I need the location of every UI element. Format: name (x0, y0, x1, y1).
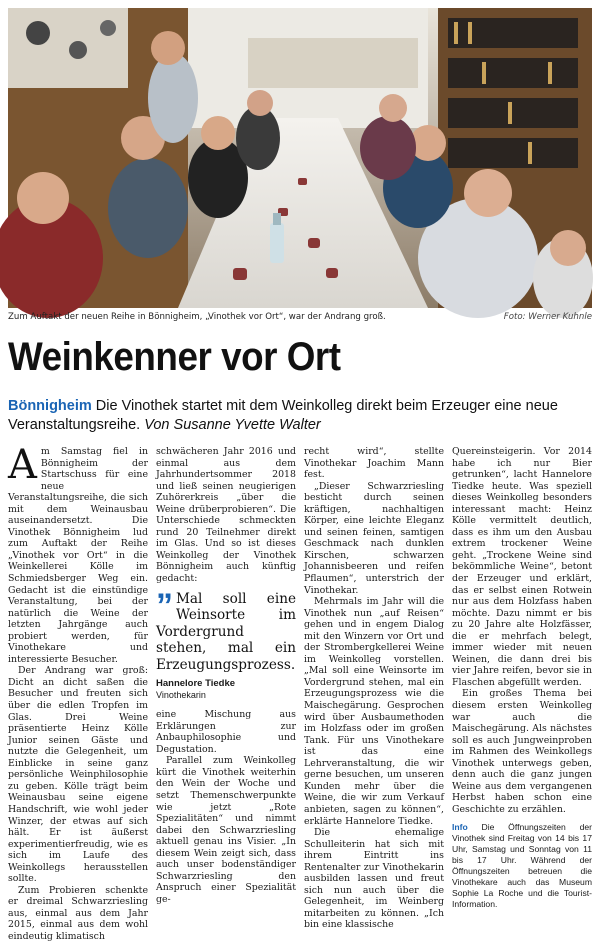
photo-credit: Foto: Werner Kuhnle (503, 312, 592, 322)
quote-mark-icon: ” (156, 586, 170, 625)
paragraph: Quereinsteigerin. Vor 2014 habe ich nur Bier getrunken“, lacht Hannelore Tiedke heute. Was speziell dieses Weinkolleg besonders interessant macht: Heinz Kölle vermittelt deutlich, dass es ihm um den Ausbau extrem trockener Weine geht. „Trockene Weine sind bekömmliche Weine“, betont der Erzeuger und erklärt, das er selbst einen Rotwein nur aus dem Holzfass haben möchte. Dazu nimmt er bis zu 20 Jahre alte Holzfässer, die er mehrfach belegt, immer wieder mit neuen Weinen, die dann drei bis vier Jahre reifen, bevor sie in Flaschen abgefüllt werden. (452, 446, 592, 688)
paragraph: m Samstag fiel in Bönnigheim der Startschuss für eine neue Veranstaltungsreihe, die sich mit dem Weinausbau auseinandersetzt. Die Vinothek Bönnigheim lud zum Auftakt der Reihe „Vinothek vor Ort“ in die Weinkellerei Kölle im Schmiedsberger Weg ein. Gedacht ist die einstündige Veranstaltung, bei der natürlich die Weine der letzten Jahrgänge auch probiert werden, für Vinothekare und interessierte Besucher. (8, 446, 148, 665)
lead-author: Von Susanne Yvette Walter (144, 417, 321, 433)
paragraph: Der Andrang war groß: Dicht an dicht saßen die Besucher und freuten sich über die edlen Tropfen im Glas. Drei Weine präsentierte Heinz Kölle Junior seinen Gäste und nutzte die Gelegenheit, um Einblicke in seine ganz persönliche Weinphilosophie zu geben. Kölle trägt beim Weinausbau seine eigene Handschrift, wie wohl jeder Winzer, der etwas auf sich hält. Er ist äußerst experimentierfreudig, wie es sich im Laufe des Weinkollegs herausstellen sollte. (8, 665, 148, 885)
paragraph: Die ehemalige Schulleiterin hat sich mit ihrem Eintritt ins Rentenalter zur Vinothekarin ausbilden lassen und freut sich nun auch über die Gelegenheit, im Weinberg mitarbeiten zu können. „Ich bin eine klassische (304, 827, 444, 931)
paragraph: „Dieser Schwarzriesling besticht durch seinen kräftigen, nachhaltigen Körper, eine leichte Eleganz und seinen feinen, samtigen Geschmack nach dunklen Kirschen, schwarzen Johannisbeeren und reifen Pflaumen“, unterstrich der Vinothekar. (304, 480, 444, 596)
article-column-4 (452, 446, 592, 909)
quote-author: Hannelore Tiedke (156, 678, 236, 690)
paragraph: eine Mischung aus Erklärungen zur Anbauphilosophie und Degustation. (156, 709, 296, 755)
wine-tasting-photo (8, 8, 592, 308)
info-box (452, 822, 592, 910)
paragraph: Parallel zum Weinkolleg kürt die Vinothek weiterhin den Wein der Woche und setzt Themenschwerpunkte wie jetzt „Rote Spezialitäten“ und nimmt dabei den Schwarzriesling aktuell genau ins Visier. „In diesem Wein zeigt sich, dass auch unser bodenständiger Schwarzriesling den Anspruch einer Spezialität ge- (156, 755, 296, 905)
photo-caption: Zum Auftakt der neuen Reihe in Bönnigheim, „Vinothek vor Ort“, war der Andrang groß. (8, 312, 386, 322)
article-body (8, 442, 592, 942)
dropcap: A (8, 442, 37, 488)
pull-quote (156, 586, 296, 702)
paragraph: Ein großes Thema bei diesem ersten Weinkolleg war auch die Maischegärung. Als nächstes soll es auch Jungweinproben im Rahmen des Weinkollegs Vinothek unterwegs geben, denn auch die ganz jungen Weine aus dem vergangenen Herbst haben schon eine Geschichte zu erzählen. (452, 688, 592, 815)
article-headline: Weinkenner vor Ort (8, 335, 341, 379)
photo-caption-row (8, 312, 592, 326)
lead-place: Bönnigheim (8, 398, 92, 414)
paragraph: schwächeren Jahr 2016 und einmal aus dem Jahrhundertsommer 2018 und ließ seinen neugierigen Zuhörerkreis „über die Weine drüberprobieren“. Die Unterschiede schmeckten rund 20 Teilnehmer direkt im Glas. Und so ist dieses Weinkolleg der Vinothek Bönnigheim auch künftig gedacht: (156, 446, 296, 585)
article-column-2 (156, 446, 296, 905)
lead-text: Die Vinothek startet mit dem Weinkolleg direkt beim Erzeuger eine neue Veranstaltungsreihe. (8, 398, 558, 433)
info-text: Die Öffnungszeiten der Vinothek sind Freitag von 14 bis 17 Uhr, Samstag und Sonntag von 11 bis 17 Uhr. Während der Öffnungszeiten betreuen die Vinothekare auch das Museum Sophie La Roche und die Tourist-Information. (452, 821, 592, 909)
quote-role: Vinothekarin (156, 689, 206, 700)
info-label: Info (452, 821, 468, 832)
article-photo (8, 8, 592, 308)
article-column-3 (304, 446, 444, 931)
paragraph: recht wird“, stellte Vinothekar Joachim Mann fest. (304, 446, 444, 481)
quote-text: Mal soll eine Weinsorte im Vordergrund stehen, mal ein Erzeugungsprozess. (156, 590, 296, 673)
article-column-1 (8, 442, 148, 942)
paragraph: Mehrmals im Jahr will die Vinothek nun „auf Reisen“ gehen und in engem Dialog mit den Winzern vor Ort und der Strombergkellerei Weine im Weinkolleg vorstellen. „Mal soll eine Weinsorte im Vordergrund stehen, mal ein Erzeugungsprozess wie die Maischegärung. Gesprochen wird über Ausbaumethoden im Holzfass oder im großen Tank. Für uns Vinothekare ist das eine Lehrveranstaltung, die wir gerne besuchen, um unseren Kunden mehr über die Weine, die wir zum Verkauf anbieten, sagen zu können“, erklärte Hannelore Tiedke. (304, 596, 444, 827)
paragraph: Zum Probieren schenkte er dreimal Schwarzriesling aus, einmal aus dem Jahr 2015, einmal aus dem wohl eindeutig klimatisch (8, 884, 148, 942)
article-lead (8, 397, 592, 435)
